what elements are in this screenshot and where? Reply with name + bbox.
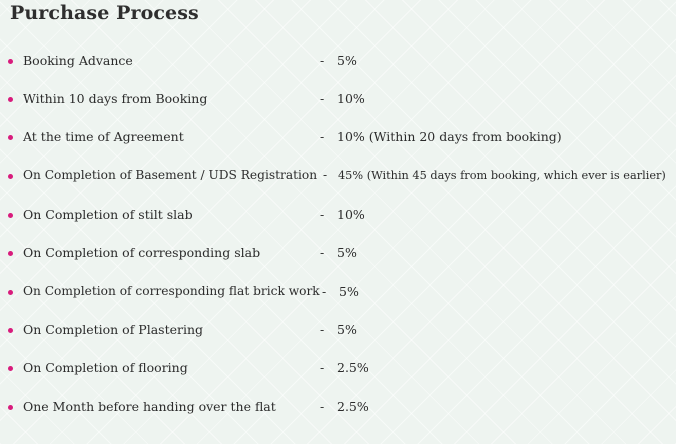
item-value: 5% (339, 284, 359, 299)
item-label: Booking Advance (23, 53, 133, 68)
item-value: 10% (337, 207, 365, 222)
item-separator: - (320, 53, 325, 68)
list-item-handing-over (0, 398, 676, 418)
item-label: On Completion of Basement / UDS Registration (23, 168, 318, 182)
bullet-icon (8, 135, 13, 140)
item-separator: - (320, 207, 325, 222)
item-label: Within 10 days from Booking (23, 91, 208, 106)
page-title: Purchase Process (10, 2, 199, 24)
item-separator: - (320, 399, 325, 414)
bullet-icon (8, 366, 13, 371)
item-separator: - (320, 91, 325, 106)
item-separator: - (320, 322, 325, 337)
item-value: 2.5% (337, 399, 369, 414)
list-item-agreement (0, 128, 676, 148)
list-item-plastering (0, 321, 676, 341)
bullet-icon (8, 251, 13, 256)
item-separator: - (320, 245, 325, 260)
list-item-within-10-days (0, 90, 676, 110)
item-separator: - (322, 284, 327, 299)
item-separator: - (320, 129, 325, 144)
item-value: 5% (337, 53, 357, 68)
item-label: On Completion of corresponding flat brick work (23, 284, 320, 298)
list-item-corresponding-slab (0, 244, 676, 264)
item-label: On Completion of Plastering (23, 322, 204, 337)
bullet-icon (8, 213, 13, 218)
item-value: 10% (337, 91, 365, 106)
list-item-booking-advance (0, 52, 676, 72)
bullet-icon (8, 174, 13, 179)
item-value: 10% (Within 20 days from booking) (337, 129, 562, 144)
list-item-stilt-slab (0, 206, 676, 226)
bullet-icon (8, 59, 13, 64)
item-value: 5% (337, 245, 357, 260)
list-item-brick-work (0, 283, 676, 303)
bullet-icon (8, 328, 13, 333)
item-value: 45% (Within 45 days from booking, which ever is earlier) (338, 169, 666, 182)
item-label: On Completion of flooring (23, 360, 188, 375)
list-item-basement-uds (0, 167, 676, 187)
item-value: 2.5% (337, 360, 369, 375)
item-label: At the time of Agreement (23, 129, 184, 144)
bullet-icon (8, 405, 13, 410)
item-separator: - (323, 168, 328, 182)
item-label: On Completion of stilt slab (23, 207, 193, 222)
item-label: On Completion of corresponding slab (23, 245, 261, 260)
bullet-icon (8, 97, 13, 102)
list-item-flooring (0, 359, 676, 379)
item-value: 5% (337, 322, 357, 337)
item-label: One Month before handing over the flat (23, 399, 276, 414)
item-separator: - (320, 360, 325, 375)
bullet-icon (8, 290, 13, 295)
